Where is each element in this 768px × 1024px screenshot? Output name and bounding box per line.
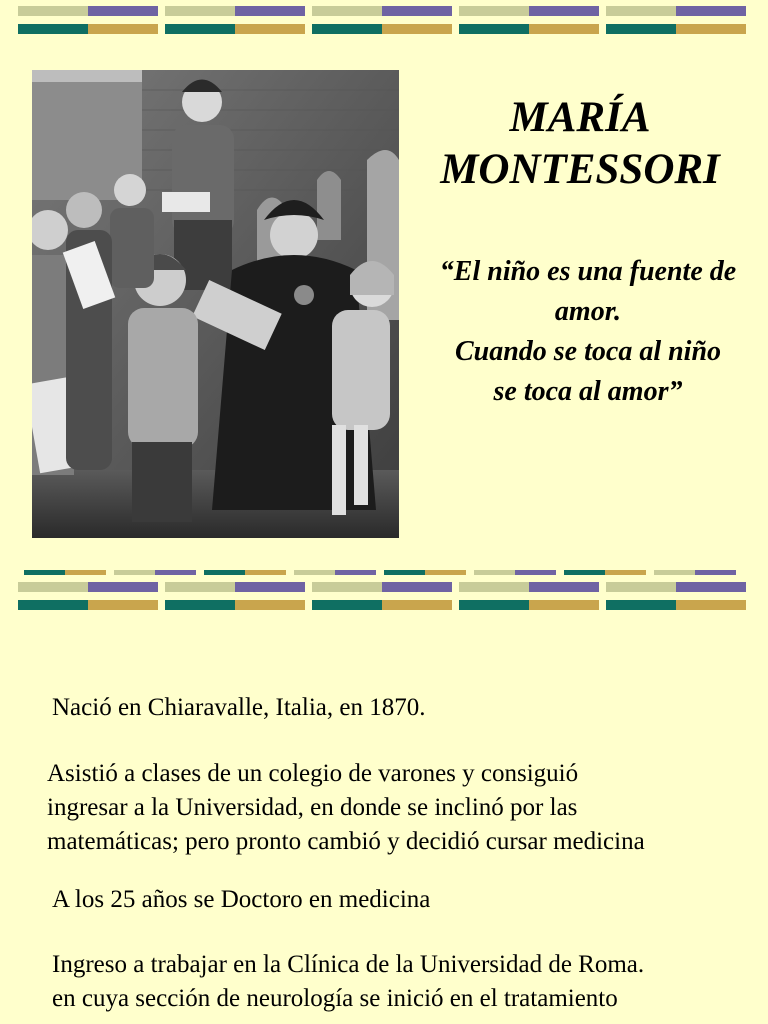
middle-decorative-band xyxy=(0,582,768,610)
historic-photo xyxy=(32,70,399,538)
paragraph-line: ingresar a la Universidad, en donde se inclinó por las xyxy=(47,794,578,821)
paragraph-doctorate xyxy=(52,883,430,917)
paragraph-line: A los 25 años se Doctoro en medicina xyxy=(52,886,431,913)
quote-line: “El niño es una fuente de xyxy=(439,256,737,287)
stripe-block xyxy=(165,6,305,34)
paragraph-line: Ingreso a trabajar en la Clínica de la Universidad de Roma. xyxy=(52,951,645,978)
title-line: MONTESSORI xyxy=(440,146,720,193)
paragraph-birth xyxy=(52,691,425,725)
paragraph-education xyxy=(47,757,645,859)
paragraph-line: Asistió a clases de un colegio de varones y consiguió xyxy=(47,760,579,787)
paragraph-clinic xyxy=(52,948,644,1016)
top-decorative-band xyxy=(0,6,768,34)
quote-line: Cuando se toca al niño xyxy=(454,336,722,367)
stripe-block xyxy=(18,6,158,34)
quote-line: amor. xyxy=(554,296,622,327)
stripe-block xyxy=(18,582,158,610)
stripe-block xyxy=(459,582,599,610)
paragraph-line: matemáticas; pero pronto cambió y decidió cursar medicina xyxy=(47,828,645,855)
quote xyxy=(408,252,768,412)
page-title xyxy=(410,92,750,196)
stripe-block xyxy=(312,6,452,34)
stripe-block xyxy=(606,582,746,610)
stripe-block xyxy=(459,6,599,34)
paragraph-line: Nació en Chiaravalle, Italia, en 1870. xyxy=(52,694,426,721)
stripe-block xyxy=(312,582,452,610)
stripe-block xyxy=(165,582,305,610)
stripe-block xyxy=(606,6,746,34)
title-line: MARÍA xyxy=(509,94,651,141)
quote-line: se toca al amor” xyxy=(493,376,683,407)
paragraph-line: en cuya sección de neurología se inició en el tratamiento xyxy=(52,985,618,1012)
